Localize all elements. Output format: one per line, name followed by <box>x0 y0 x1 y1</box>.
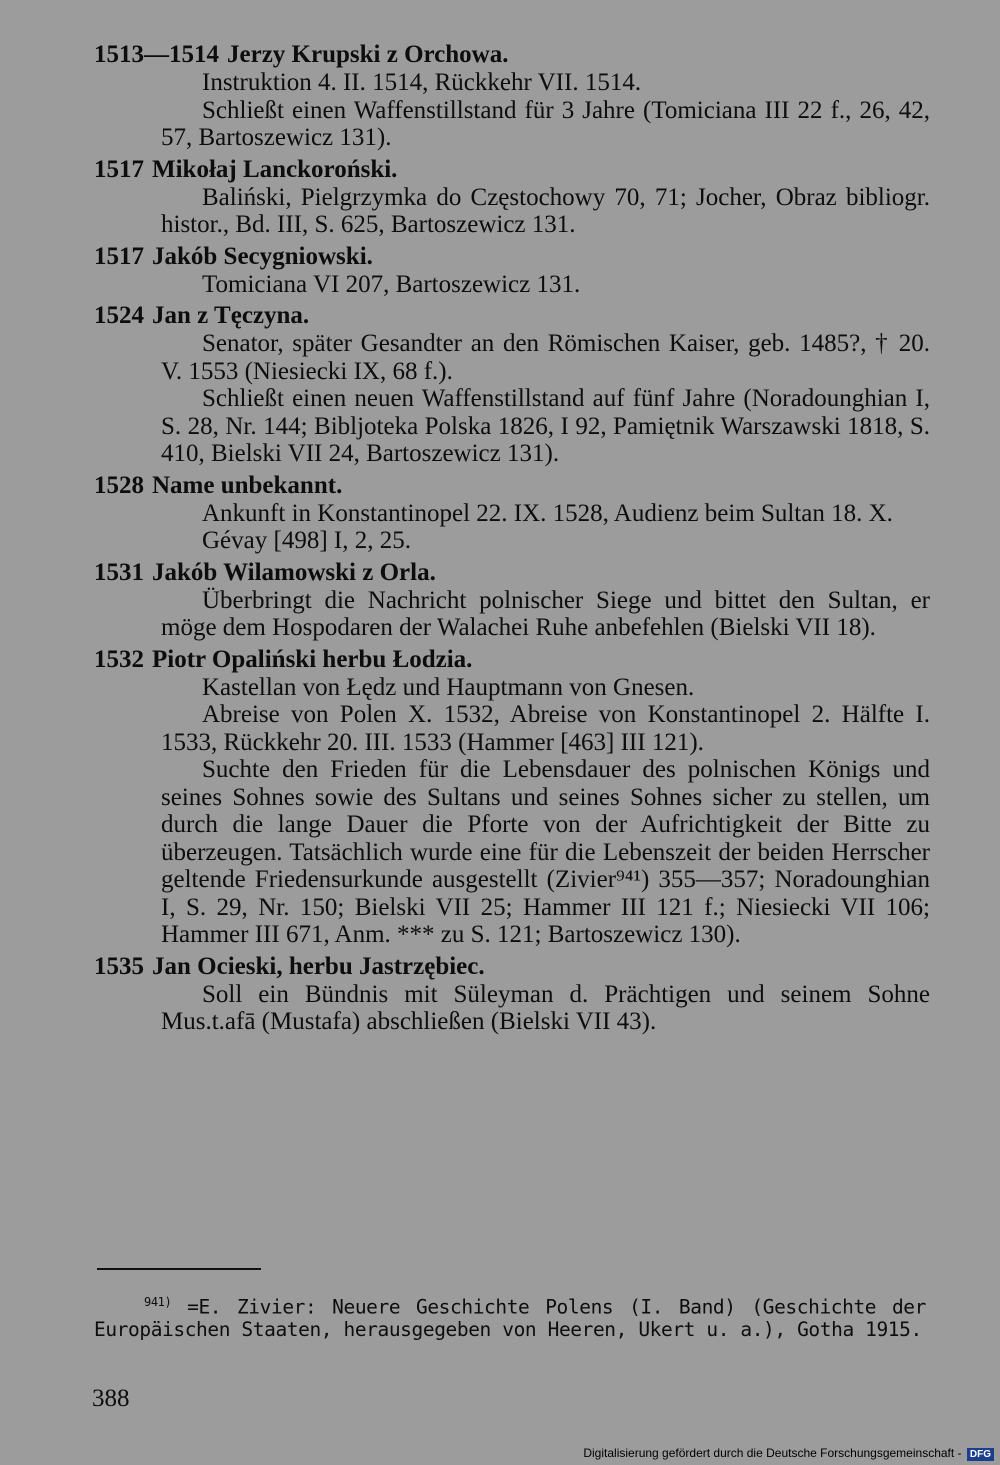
entry-heading <box>94 242 930 271</box>
envoy-name: Jan Ocieski, herbu Jastrzębiec. <box>152 952 485 980</box>
envoy-name: Piotr Opaliński herbu Łodzia. <box>152 645 473 673</box>
entry-list <box>94 40 930 1036</box>
entry <box>94 558 930 642</box>
entry-paragraph: Schließt einen neuen Waffenstillstand auf fünf Jahre (Noradounghian I, S. 28, Nr. 144; Bibljoteka Polska 1826, I 92, Pamiętnik Warszawski 1818, S. 410, Bielski VII 24, Bartoszewicz 131). <box>161 385 930 467</box>
entry-year: 1532 <box>94 645 144 673</box>
entry-year: 1517 <box>94 155 144 183</box>
entry-paragraph: Soll ein Bündnis mit Süleyman d. Prächtigen und seinem Sohne Mus.t.afā (Mustafa) abschließen (Bielski VII 43). <box>161 980 930 1035</box>
envoy-name: Jakób Wilamowski z Orla. <box>152 558 436 586</box>
entry-paragraph: Senator, später Gesandter an den Römischen Kaiser, geb. 1485?, † 20. V. 1553 (Niesiecki IX, 68 f.). <box>161 330 930 385</box>
entry-year: 1535 <box>94 952 144 980</box>
entry-paragraph: Überbringt die Nachricht polnischer Siege und bittet den Sultan, er möge dem Hospodaren der Walachei Ruhe anbefehlen (Bielski VII 18). <box>161 586 930 641</box>
envoy-name: Jerzy Krupski z Orchowa. <box>227 41 509 68</box>
envoy-name: Jan z Tęczyna. <box>152 302 310 329</box>
entry <box>94 645 930 949</box>
envoy-name: Jakób Secygniowski. <box>152 242 373 270</box>
footnote <box>94 1291 926 1341</box>
entry-heading <box>94 155 930 184</box>
entry-paragraph: Tomiciana VI 207, Bartoszewicz 131. <box>202 270 581 298</box>
entry-year: 1531 <box>94 558 144 586</box>
entry <box>94 471 930 555</box>
footnote-text: =E. Zivier: Neuere Geschichte Polens (I. Band) (Geschichte der Europäischen Staaten, herausgegeben von Heeren, Ukert u. a.), Gotha 1915. <box>94 1295 926 1341</box>
digitization-credit <box>583 1446 994 1461</box>
envoy-name: Name unbekannt. <box>152 471 343 499</box>
entry-year: 1513—1514 <box>94 41 219 68</box>
entry-paragraph: Kastellan von Łędz und Hauptmann von Gnesen. <box>202 673 695 701</box>
entry <box>94 952 930 1036</box>
entry-heading <box>94 301 930 330</box>
entry <box>94 40 930 152</box>
entry-paragraph: Schließt einen Waffenstillstand für 3 Jahre (Tomiciana III 22 f., 26, 42, 57, Bartoszewicz 131). <box>161 96 930 151</box>
entry-year: 1528 <box>94 471 144 499</box>
entry-heading <box>94 952 930 981</box>
footnote-rule <box>97 1268 261 1270</box>
entry-heading <box>94 558 930 587</box>
entry-paragraph: Baliński, Pielgrzymka do Częstochowy 70, 71; Jocher, Obraz bibliogr. histor., Bd. III, S. 625, Bartoszewicz 131. <box>161 183 930 238</box>
entry-year: 1524 <box>94 302 144 329</box>
entry-year: 1517 <box>94 242 144 270</box>
entry-heading <box>94 471 930 500</box>
credit-text: Digitalisierung gefördert durch die Deutsche Forschungsgemeinschaft - <box>583 1446 962 1460</box>
entry-paragraph: Gévay [498] I, 2, 25. <box>202 527 411 554</box>
entry-paragraph: Instruktion 4. II. 1514, Rückkehr VII. 1514. <box>202 69 642 96</box>
page-body <box>94 40 930 1039</box>
entry <box>94 242 930 299</box>
entry <box>94 301 930 468</box>
entry-paragraph: Suchte den Frieden für die Lebensdauer des polnischen Königs und seines Sohnes sowie des Sultans und seines Sohnes sicher zu stellen, um durch die lange Dauer die Pforte von der Aufrichtigkeit der Bitte zu überzeugen. Tatsächlich wurde eine für die Lebenszeit der beiden Herrscher geltende Friedensurkunde ausgestellt (Zivier⁹⁴¹) 355—357; Noradounghian I, S. 29, Nr. 150; Bielski VII 25; Hammer III 121 f.; Niesiecki VII 106; Hammer III 671, Anm. *** zu S. 121; Bartoszewicz 130). <box>161 756 930 948</box>
dfg-logo: DFG <box>967 1448 994 1461</box>
entry-paragraph: Ankunft in Konstantinopel 22. IX. 1528, Audienz beim Sultan 18. X. <box>202 499 893 527</box>
entry-heading <box>94 645 930 674</box>
entry <box>94 155 930 239</box>
page-number: 388 <box>92 1385 130 1412</box>
entry-heading <box>94 40 930 69</box>
entry-paragraph: Abreise von Polen X. 1532, Abreise von Konstantinopel 2. Hälfte I. 1533, Rückkehr 20. III. 1533 (Hammer [463] III 121). <box>161 701 930 756</box>
envoy-name: Mikołaj Lanckoroński. <box>152 155 398 183</box>
footnote-marker: 941) <box>144 1295 172 1309</box>
